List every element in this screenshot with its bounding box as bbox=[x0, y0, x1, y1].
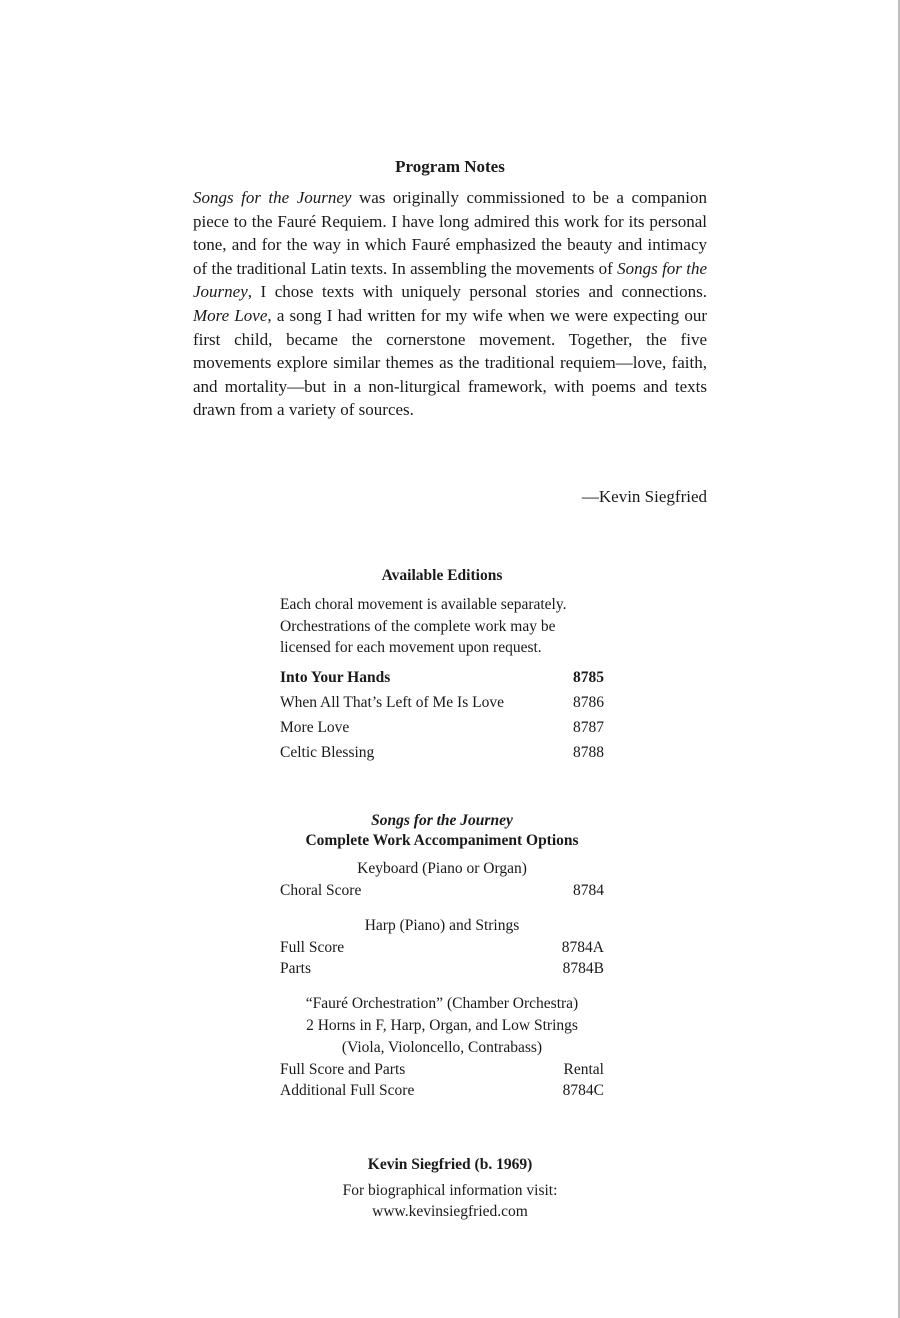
edition-row bbox=[280, 740, 604, 765]
option-label: Full Score bbox=[280, 938, 345, 956]
editions-heading: Available Editions bbox=[381, 567, 503, 584]
edition-title: Into Your Hands bbox=[280, 668, 391, 686]
option-value: 8784A bbox=[561, 938, 604, 956]
edition-title: Celtic Blessing bbox=[280, 743, 375, 761]
option-label: Full Score and Parts bbox=[280, 1060, 406, 1078]
harp-strings-group bbox=[280, 915, 604, 980]
group-caption: 2 Horns in F, Harp, Organ, and Low Strings bbox=[306, 1016, 578, 1034]
edition-row bbox=[280, 665, 604, 690]
work-title: Songs for the Journey bbox=[193, 258, 707, 302]
edition-number: 8788 bbox=[573, 743, 604, 761]
option-value: 8784 bbox=[573, 882, 604, 899]
intro-line: Each choral movement is available separately. bbox=[280, 596, 567, 613]
option-label: Choral Score bbox=[280, 882, 362, 899]
notes-text: , I chose texts with uniquely personal stories and connections. bbox=[247, 282, 707, 302]
bio-line: For biographical information visit: bbox=[342, 1182, 558, 1199]
group-caption: (Viola, Violoncello, Contrabass) bbox=[341, 1038, 543, 1056]
intro-line: Orchestrations of the complete work may be bbox=[280, 617, 556, 635]
option-label: Additional Full Score bbox=[280, 1082, 415, 1099]
option-row bbox=[280, 1059, 604, 1081]
option-row bbox=[280, 880, 604, 902]
group-caption: Harp (Piano) and Strings bbox=[364, 916, 520, 934]
edition-title: When All That’s Left of Me Is Love bbox=[280, 693, 504, 711]
work-title: Songs for the Journey bbox=[193, 188, 352, 207]
composer-info bbox=[250, 1154, 650, 1222]
notes-text: was originally commissioned to be a companion piece to the Fauré Requiem. I have long admired this work for its personal tone, and for the way in which Fauré emphasized the beauty and intimacy of the traditional Latin texts. In assembling the movements of bbox=[193, 188, 707, 278]
editions-intro bbox=[280, 594, 604, 659]
available-editions bbox=[280, 567, 604, 765]
complete-work-options bbox=[280, 811, 604, 1102]
option-label: Parts bbox=[280, 960, 311, 977]
edition-row bbox=[280, 690, 604, 715]
option-value: Rental bbox=[563, 1060, 604, 1078]
option-row bbox=[280, 1080, 604, 1102]
option-value: 8784B bbox=[562, 960, 604, 977]
complete-work-title: Songs for the Journey bbox=[371, 812, 513, 829]
composer-name: Kevin Siegfried (b. 1969) bbox=[367, 1156, 533, 1173]
edition-row bbox=[280, 715, 604, 740]
edition-number: 8785 bbox=[573, 668, 604, 686]
edition-number: 8787 bbox=[573, 718, 604, 736]
group-caption: “Fauré Orchestration” (Chamber Orchestra) bbox=[305, 994, 579, 1012]
option-row bbox=[280, 958, 604, 980]
complete-work-subtitle: Complete Work Accompaniment Options bbox=[305, 832, 579, 849]
group-caption: Keyboard (Piano or Organ) bbox=[357, 860, 527, 877]
notes-text: , a song I had written for my wife when we were expecting our first child, became the cornerstone movement. Together, the five movements explore similar themes as the traditional requiem—love, faith, and mortality—but in a non-liturgical framework, with poems and texts drawn from a variety of sources. bbox=[193, 305, 707, 420]
song-title: More Love bbox=[193, 305, 268, 325]
edition-title: More Love bbox=[280, 718, 350, 736]
signature: —Kevin Siegfried bbox=[581, 487, 707, 506]
program-notes bbox=[193, 157, 707, 422]
edition-number: 8786 bbox=[573, 693, 604, 711]
website: www.kevinsiegfried.com bbox=[372, 1203, 528, 1220]
keyboard-group bbox=[280, 858, 604, 902]
option-row bbox=[280, 937, 604, 959]
option-value: 8784C bbox=[562, 1082, 604, 1099]
intro-line: licensed for each movement upon request. bbox=[280, 639, 542, 656]
faure-orchestration-group bbox=[280, 993, 604, 1102]
program-notes-paragraph bbox=[193, 186, 707, 422]
program-notes-heading: Program Notes bbox=[395, 157, 505, 176]
